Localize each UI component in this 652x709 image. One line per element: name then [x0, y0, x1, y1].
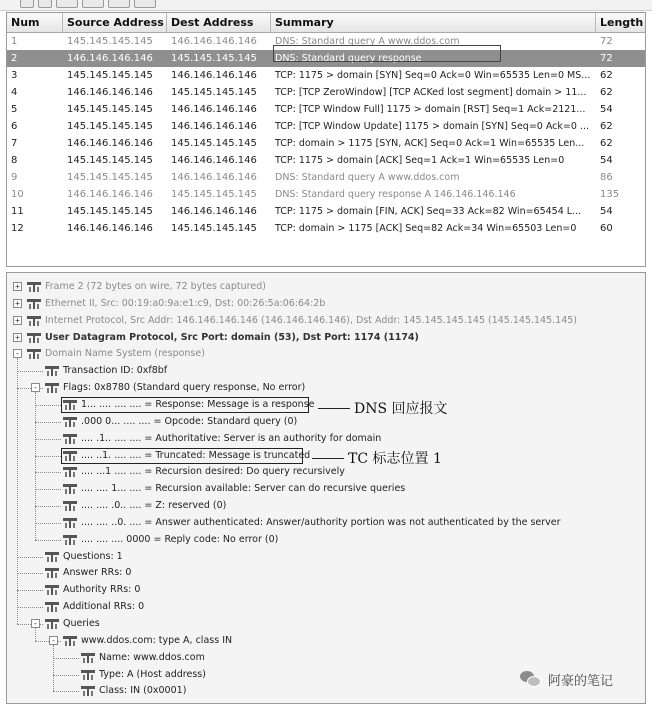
packet-cell-source: 145.145.145.145	[67, 121, 153, 132]
packet-cell-summary: TCP: [TCP ZeroWindow] [TCP ACKed lost segment] domain > 11...	[275, 87, 587, 98]
tree-node-icon	[45, 568, 59, 578]
tree-connector	[17, 358, 18, 624]
packet-row[interactable]	[7, 152, 645, 169]
packet-row[interactable]	[7, 101, 645, 118]
tree-item-label[interactable]: .... ..1. .... .... = Truncated: Message is truncated	[81, 449, 311, 461]
tree-connector	[35, 523, 61, 524]
tree-node-icon	[63, 636, 77, 646]
packet-cell-num: 6	[11, 121, 18, 132]
packet-cell-source: 146.146.146.146	[67, 138, 153, 149]
packet-cell-dest: 146.146.146.146	[171, 104, 257, 115]
packet-cell-dest: 145.145.145.145	[171, 138, 257, 149]
tree-item-label[interactable]: 1... .... .... .... = Response: Message is a response	[81, 398, 315, 410]
tree-node-icon	[81, 653, 95, 663]
packet-cell-dest: 146.146.146.146	[171, 70, 257, 81]
packet-cell-num: 1	[11, 36, 18, 47]
packet-list-header	[7, 13, 645, 33]
packet-cell-length: 54	[600, 206, 613, 217]
tree-connector	[35, 422, 61, 423]
tree-node-icon	[63, 400, 77, 410]
tree-connector	[35, 506, 61, 507]
tree-item-label[interactable]: Class: IN (0x0001)	[99, 685, 187, 697]
tree-item-label[interactable]: .... .... 1... .... = Recursion available: Server can do recursive queries	[81, 483, 406, 495]
annotation-line-truncated	[312, 458, 344, 459]
expand-icon[interactable]: +	[13, 316, 22, 325]
tree-node-icon	[45, 366, 59, 376]
packet-cell-num: 12	[11, 223, 24, 234]
watermark-text: 阿豪的笔记	[548, 673, 614, 689]
packet-cell-length: 60	[600, 223, 613, 234]
tree-item-label[interactable]: Questions: 1	[63, 550, 123, 562]
column-header-num[interactable]: Num	[7, 13, 63, 33]
tree-connector	[53, 675, 79, 676]
tree-item-label[interactable]: .... .... ..0. .... = Answer authenticated: Answer/authority portion was not authenticated by the server	[81, 516, 561, 528]
packet-cell-num: 9	[11, 172, 18, 183]
tree-node-icon	[45, 619, 59, 629]
packet-cell-source: 145.145.145.145	[67, 36, 153, 47]
packet-list	[6, 12, 646, 267]
packet-row[interactable]	[7, 33, 645, 50]
tree-node-icon	[63, 451, 77, 461]
packet-cell-dest: 146.146.146.146	[171, 155, 257, 166]
wechat-icon	[520, 670, 542, 688]
tree-node-icon	[63, 535, 77, 545]
tree-connector	[17, 607, 43, 608]
column-header-summary[interactable]: Summary	[271, 13, 596, 33]
tree-node-icon	[27, 316, 41, 326]
packet-row[interactable]	[7, 67, 645, 84]
tree-connector	[35, 392, 36, 540]
annotation-line-response	[318, 408, 350, 409]
tree-connector	[17, 371, 43, 372]
packet-cell-length: 62	[600, 87, 613, 98]
packet-cell-source: 146.146.146.146	[67, 223, 153, 234]
tree-node-icon	[45, 585, 59, 595]
tree-item-label[interactable]: Authority RRs: 0	[63, 584, 141, 596]
expand-icon[interactable]: +	[13, 299, 22, 308]
tree-node-icon	[45, 602, 59, 612]
tree-connector	[35, 405, 61, 406]
tree-item-label[interactable]: Domain Name System (response)	[45, 348, 205, 360]
packet-row[interactable]	[7, 50, 645, 67]
packet-cell-source: 145.145.145.145	[67, 172, 153, 183]
toolbar-button[interactable]	[134, 0, 156, 8]
packet-cell-length: 62	[600, 121, 613, 132]
toolbar-button[interactable]	[56, 0, 78, 8]
packet-cell-length: 72	[600, 53, 613, 64]
tree-node-icon	[45, 383, 59, 393]
expand-icon[interactable]: +	[13, 333, 22, 342]
packet-cell-summary: TCP: domain > 1175 [ACK] Seq=82 Ack=34 Win=65503 Len=0	[275, 223, 577, 234]
expand-icon[interactable]: +	[13, 282, 22, 291]
tree-node-icon	[81, 686, 95, 696]
tree-node-icon	[63, 467, 77, 477]
packet-cell-dest: 145.145.145.145	[171, 53, 257, 64]
tree-item-label[interactable]: .... ...1 .... .... = Recursion desired: Do query recursively	[81, 466, 345, 478]
packet-cell-dest: 145.145.145.145	[171, 87, 257, 98]
tree-item-label[interactable]: Flags: 0x8780 (Standard query response, No error)	[63, 382, 306, 394]
packet-cell-num: 2	[11, 53, 18, 64]
tree-connector	[35, 439, 61, 440]
tree-item-label[interactable]: www.ddos.com: type A, class IN	[81, 634, 233, 646]
tree-item-label[interactable]: Queries	[63, 618, 100, 629]
tree-node-icon	[81, 670, 95, 680]
tree-item-label[interactable]: .... .1.. .... .... = Authoritative: Server is an authority for domain	[81, 432, 382, 444]
packet-cell-length: 62	[600, 138, 613, 149]
packet-cell-summary: TCP: 1175 > domain [SYN] Seq=0 Ack=0 Win=65535 Len=0 MS...	[275, 70, 591, 81]
tree-item-label[interactable]: Type: A (Host address)	[99, 668, 206, 680]
tree-node-icon	[27, 282, 41, 292]
packet-cell-dest: 146.146.146.146	[171, 172, 257, 183]
tree-item-label[interactable]: User Datagram Protocol, Src Port: domain (53), Dst Port: 1174 (1174)	[45, 331, 419, 343]
packet-cell-summary: TCP: domain > 1175 [SYN, ACK] Seq=0 Ack=1 Win=65535 Len...	[275, 138, 585, 149]
packet-cell-num: 8	[11, 155, 18, 166]
packet-row[interactable]	[7, 118, 645, 135]
toolbar	[0, 0, 652, 11]
packet-cell-length: 54	[600, 104, 613, 115]
packet-cell-num: 4	[11, 87, 18, 98]
tree-item-label[interactable]: Answer RRs: 0	[63, 567, 132, 579]
tree-connector	[53, 691, 79, 692]
packet-cell-source: 146.146.146.146	[67, 87, 153, 98]
tree-connector	[53, 645, 54, 692]
packet-cell-summary: DNS: Standard query A www.ddos.com	[275, 36, 460, 47]
packet-cell-source: 145.145.145.145	[67, 70, 153, 81]
tree-node-icon	[27, 333, 41, 343]
tree-node-icon	[27, 299, 41, 309]
tree-node-icon	[63, 518, 77, 528]
tree-connector	[17, 557, 43, 558]
toolbar-button[interactable]	[82, 0, 104, 8]
tree-connector	[17, 590, 43, 591]
packet-cell-length: 72	[600, 36, 613, 47]
packet-row[interactable]	[7, 203, 645, 220]
tree-node-icon	[45, 552, 59, 562]
packet-cell-summary: TCP: [TCP Window Update] 1175 > domain [SYN] Seq=0 Ack=0 ...	[275, 121, 589, 132]
tree-item-label[interactable]: .... .... .0.. .... = Z: reserved (0)	[81, 500, 227, 512]
toolbar-button[interactable]	[108, 0, 130, 8]
packet-cell-summary: DNS: Standard query response	[275, 53, 422, 64]
packet-cell-num: 10	[11, 189, 24, 200]
packet-cell-length: 135	[600, 189, 620, 200]
packet-cell-summary: TCP: [TCP Window Full] 1175 > domain [RST] Seq=1 Ack=2121...	[275, 104, 586, 115]
tree-node-icon	[27, 349, 41, 359]
collapse-icon[interactable]: -	[13, 349, 22, 358]
packet-rows	[7, 33, 645, 237]
tree-item-label[interactable]: Frame 2 (72 bytes on wire, 72 bytes captured)	[45, 281, 266, 292]
packet-row[interactable]	[7, 84, 645, 101]
tree-connector	[17, 573, 43, 574]
tree-connector	[35, 628, 36, 641]
packet-cell-dest: 146.146.146.146	[171, 206, 257, 217]
annotation-response: DNS 回应报文	[354, 401, 448, 417]
annotation-truncated: TC 标志位置 1	[348, 451, 442, 467]
packet-cell-dest: 145.145.145.145	[171, 189, 257, 200]
tree-item-label[interactable]: Internet Protocol, Src Addr: 146.146.146.146 (146.146.146.146), Dst Addr: 145.145.145.145 (145.145.145.145)	[45, 314, 578, 326]
toolbar-button[interactable]	[38, 0, 52, 8]
tree-item-label[interactable]: Ethernet II, Src: 00:19:a0:9a:e1:c9, Dst: 00:26:5a:06:64:2b	[45, 297, 326, 309]
packet-cell-dest: 146.146.146.146	[171, 36, 257, 47]
tree-item-label[interactable]: Transaction ID: 0xf8bf	[63, 365, 168, 377]
tree-item-label[interactable]: Additional RRs: 0	[63, 601, 145, 613]
watermark	[520, 668, 613, 690]
column-header-dest[interactable]: Dest Address	[167, 13, 271, 33]
packet-cell-source: 146.146.146.146	[67, 189, 153, 200]
collapse-icon[interactable]: -	[49, 636, 58, 645]
tree-connector	[35, 456, 61, 457]
packet-cell-summary: TCP: 1175 > domain [ACK] Seq=1 Ack=1 Win=65535 Len=0	[275, 155, 565, 166]
column-header-source[interactable]: Source Address	[63, 13, 167, 33]
packet-row[interactable]	[7, 135, 645, 152]
collapse-icon[interactable]: -	[31, 383, 40, 392]
tree-node-icon	[63, 417, 77, 427]
packet-row[interactable]	[7, 220, 645, 237]
packet-cell-dest: 146.146.146.146	[171, 121, 257, 132]
packet-cell-source: 146.146.146.146	[67, 53, 153, 64]
tree-node-icon	[63, 484, 77, 494]
packet-cell-length: 86	[600, 172, 613, 183]
tree-connector	[35, 540, 61, 541]
packet-cell-summary: DNS: Standard query A www.ddos.com	[275, 172, 460, 183]
collapse-icon[interactable]: -	[31, 619, 40, 628]
packet-details-tree	[6, 272, 646, 704]
packet-cell-source: 145.145.145.145	[67, 104, 153, 115]
tree-connector	[35, 489, 61, 490]
toolbar-button[interactable]	[20, 0, 34, 8]
packet-cell-num: 7	[11, 138, 18, 149]
tree-item-label[interactable]: .000 0... .... .... = Opcode: Standard query (0)	[81, 415, 298, 427]
packet-cell-summary: TCP: 1175 > domain [FIN, ACK] Seq=33 Ack=82 Win=65454 L...	[275, 206, 582, 217]
tree-item-label[interactable]: Name: www.ddos.com	[99, 651, 205, 663]
packet-cell-num: 11	[11, 206, 24, 217]
packet-cell-length: 54	[600, 155, 613, 166]
tree-node-icon	[63, 434, 77, 444]
packet-cell-length: 62	[600, 70, 613, 81]
column-header-length[interactable]: Length	[600, 16, 644, 29]
packet-cell-source: 145.145.145.145	[67, 206, 153, 217]
packet-cell-source: 145.145.145.145	[67, 155, 153, 166]
packet-cell-summary: DNS: Standard query response A 146.146.146.146	[275, 189, 516, 200]
packet-cell-num: 5	[11, 104, 18, 115]
tree-connector	[53, 658, 79, 659]
packet-cell-num: 3	[11, 70, 18, 81]
packet-row[interactable]	[7, 169, 645, 186]
tree-item-label[interactable]: .... .... .... 0000 = Reply code: No error (0)	[81, 533, 279, 545]
tree-node-icon	[63, 501, 77, 511]
tree-connector	[35, 472, 61, 473]
packet-cell-dest: 145.145.145.145	[171, 223, 257, 234]
packet-row[interactable]	[7, 186, 645, 203]
